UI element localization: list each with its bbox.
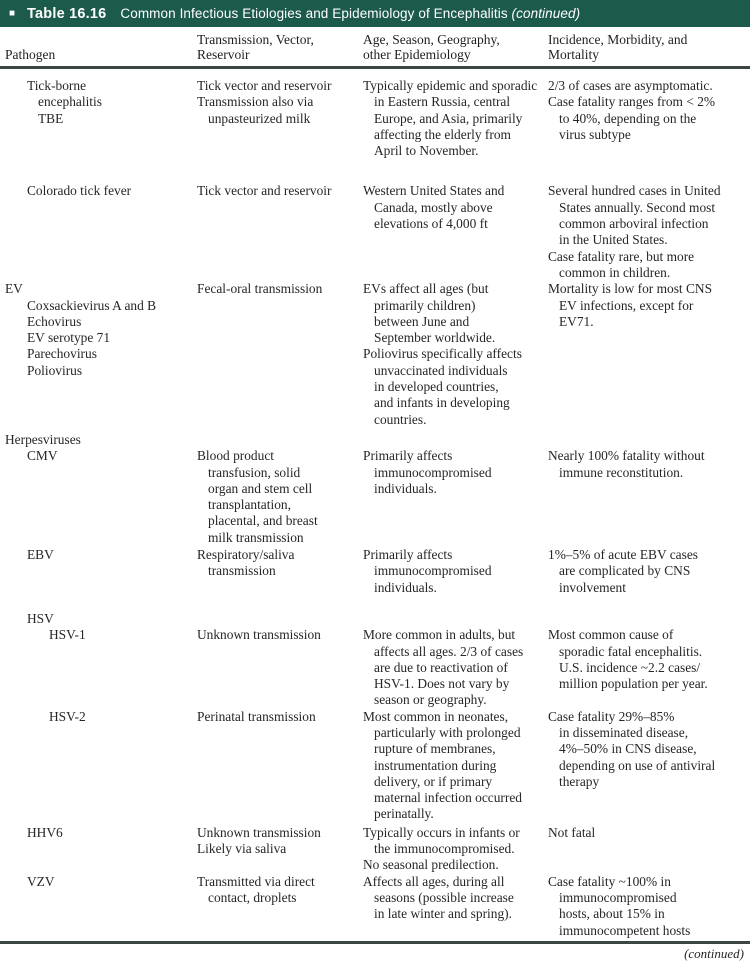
- text-line: Several hundred cases in United: [548, 183, 721, 199]
- cell-ebv-incidence: [548, 547, 745, 596]
- text-line: Case fatality rare, but more: [548, 248, 695, 264]
- text-line: U.S. incidence ~2.2 cases/: [559, 659, 701, 675]
- cell-ebv-transmission: [197, 547, 363, 596]
- text-line: immunocompromised: [559, 889, 677, 905]
- text-line: Case fatality 29%–85%: [548, 708, 675, 724]
- text-line: unvaccinated individuals: [374, 362, 508, 378]
- continued-note: (continued): [684, 945, 744, 961]
- text-line: to 40%, depending on the: [559, 110, 697, 126]
- cell-hhv6-incidence: [548, 825, 745, 874]
- column-header-incidence: [548, 32, 745, 62]
- cell-cmv-transmission: [197, 448, 363, 546]
- cell-herpes-header-age: [363, 432, 548, 448]
- text-line: More common in adults, but: [363, 627, 516, 643]
- text-line: virus subtype: [559, 126, 631, 142]
- text-line: in Eastern Russia, central: [374, 94, 511, 110]
- cell-hsv2-pathogen: [5, 709, 197, 823]
- text-line: 2/3 of cases are asymptomatic.: [548, 78, 713, 93]
- text-line: primarily children): [374, 297, 476, 313]
- text-line: Fecal-oral transmission: [197, 281, 323, 297]
- cell-tbe-pathogen: [5, 78, 197, 159]
- text-line: in the United States.: [559, 232, 668, 248]
- cell-ev-incidence: [548, 281, 745, 428]
- text-line: Typically occurs in infants or: [363, 824, 520, 840]
- table-number: Table 16.16: [27, 5, 107, 22]
- table-row-hsv1: [5, 627, 745, 708]
- cell-vzv-pathogen: [5, 874, 197, 939]
- cell-hsv1-age: [363, 627, 548, 708]
- cell-hsv1-incidence: [548, 627, 745, 708]
- text-line: Coxsackievirus A and B: [27, 297, 157, 313]
- cell-tbe-incidence: [548, 78, 745, 159]
- text-line: EV: [5, 281, 23, 297]
- text-line: in developed countries,: [374, 379, 499, 395]
- cell-hhv6-age: [363, 825, 548, 874]
- text-line: Transmitted via direct: [197, 873, 315, 889]
- cell-herpes-header-transmission: [197, 432, 363, 448]
- table-footer: [0, 944, 750, 962]
- cell-hsv1-pathogen: [5, 627, 197, 708]
- text-line: immunocompetent hosts: [559, 922, 691, 938]
- column-header-line: Reservoir: [197, 47, 250, 62]
- cell-hsv-header-pathogen: [5, 611, 197, 627]
- text-line: EBV: [27, 547, 54, 563]
- text-line: HSV: [27, 610, 54, 626]
- text-line: individuals.: [374, 579, 437, 595]
- text-line: placental, and breast: [208, 513, 318, 529]
- text-line: involvement: [559, 579, 626, 595]
- text-line: particularly with prolonged: [374, 724, 521, 740]
- text-line: Colorado tick fever: [27, 183, 132, 199]
- cell-herpes-header-pathogen: [5, 432, 197, 448]
- cell-hsv2-age: [363, 709, 548, 823]
- text-line: CMV: [27, 448, 58, 464]
- cell-cmv-pathogen: [5, 448, 197, 546]
- column-header-line: Age, Season, Geography,: [363, 32, 500, 47]
- text-line: Tick-borne: [27, 78, 87, 93]
- text-line: Case fatality ~100% in: [548, 873, 671, 889]
- text-line: VZV: [27, 873, 55, 889]
- text-line: States annually. Second most: [559, 199, 716, 215]
- table-row-tbe: [5, 78, 745, 159]
- cell-hsv-header-age: [363, 611, 548, 627]
- text-line: organ and stem cell: [208, 480, 313, 496]
- text-line: Primarily affects: [363, 547, 453, 563]
- table-title: [120, 6, 580, 21]
- text-line: Perinatal transmission: [197, 708, 316, 724]
- text-line: hosts, about 15% in: [559, 906, 665, 922]
- text-line: Europe, and Asia, primarily: [374, 110, 523, 126]
- text-line: HSV-1. Does not vary by: [374, 676, 510, 692]
- text-line: immunocompromised: [374, 563, 492, 579]
- text-line: 1%–5% of acute EBV cases: [548, 547, 698, 563]
- text-line: transplantation,: [208, 497, 291, 513]
- text-line: transfusion, solid: [208, 464, 301, 480]
- text-line: therapy: [559, 773, 600, 789]
- column-header-line: Incidence, Morbidity, and: [548, 32, 688, 47]
- text-line: transmission: [208, 563, 276, 579]
- text-line: in disseminated disease,: [559, 724, 689, 740]
- text-line: EV infections, except for: [559, 297, 694, 313]
- table-row-ev: [5, 281, 745, 428]
- table-row-hsv-header: [5, 611, 745, 627]
- text-line: Likely via saliva: [197, 841, 287, 857]
- text-line: million population per year.: [559, 676, 708, 692]
- text-line: Canada, mostly above: [374, 199, 493, 215]
- text-line: countries.: [374, 411, 427, 427]
- text-line: HSV-2: [49, 708, 86, 724]
- table-row-hhv6: [5, 825, 745, 874]
- column-header-line: Pathogen: [5, 47, 56, 62]
- text-line: elevations of 4,000 ft: [374, 216, 488, 232]
- cell-hsv1-transmission: [197, 627, 363, 708]
- text-line: Nearly 100% fatality without: [548, 448, 705, 464]
- text-line: Affects all ages, during all: [363, 873, 505, 889]
- cell-tbe-transmission: [197, 78, 363, 159]
- text-line: milk transmission: [208, 529, 304, 545]
- text-line: Unknown transmission: [197, 824, 321, 840]
- text-line: sporadic fatal encephalitis.: [559, 643, 703, 659]
- cell-colorado-incidence: [548, 183, 745, 281]
- text-line: common in children.: [559, 264, 671, 280]
- table-row-hsv2: [5, 709, 745, 823]
- text-line: season or geography.: [374, 692, 487, 708]
- cell-ev-pathogen: [5, 281, 197, 428]
- cell-cmv-incidence: [548, 448, 745, 546]
- cell-vzv-transmission: [197, 874, 363, 939]
- text-line: Typically epidemic and sporadic: [363, 78, 538, 93]
- cell-colorado-transmission: [197, 183, 363, 281]
- table-title-bar: [0, 0, 750, 27]
- column-header-line: other Epidemiology: [363, 47, 471, 62]
- text-line: immunocompromised: [374, 464, 492, 480]
- cell-hhv6-pathogen: [5, 825, 197, 874]
- column-header-pathogen: [5, 47, 197, 62]
- column-header-age: [363, 32, 548, 62]
- text-line: perinatally.: [374, 806, 434, 822]
- text-line: affects all ages. 2/3 of cases: [374, 643, 524, 659]
- text-line: seasons (possible increase: [374, 889, 514, 905]
- square-bullet-icon: ■: [9, 7, 16, 19]
- text-line: Western United States and: [363, 183, 505, 199]
- text-line: delivery, or if primary: [374, 773, 493, 789]
- text-line: EV serotype 71: [27, 330, 111, 346]
- cell-herpes-header-incidence: [548, 432, 745, 448]
- text-line: the immunocompromised.: [374, 841, 515, 857]
- column-header-line: Mortality: [548, 47, 599, 62]
- text-line: Primarily affects: [363, 448, 453, 464]
- text-line: EVs affect all ages (but: [363, 281, 489, 297]
- cell-vzv-incidence: [548, 874, 745, 939]
- text-line: common arboviral infection: [559, 216, 709, 232]
- table-row-herpes-header: [5, 432, 745, 448]
- cell-hsv2-incidence: [548, 709, 745, 823]
- text-line: contact, droplets: [208, 889, 297, 905]
- cell-hsv-header-incidence: [548, 611, 745, 627]
- table-row-vzv: [5, 874, 745, 939]
- text-line: rupture of membranes,: [374, 741, 496, 757]
- text-line: April to November.: [374, 143, 479, 159]
- table-body: [0, 69, 750, 939]
- text-line: EV71.: [559, 313, 594, 329]
- text-line: Tick vector and reservoir: [197, 183, 332, 199]
- text-line: Not fatal: [548, 824, 596, 840]
- text-line: and infants in developing: [374, 395, 510, 411]
- text-line: Unknown transmission: [197, 627, 321, 643]
- text-line: TBE: [38, 110, 64, 126]
- text-line: Poliovirus specifically affects: [363, 346, 522, 362]
- table-row-cmv: [5, 448, 745, 546]
- cell-cmv-age: [363, 448, 548, 546]
- text-line: Echovirus: [27, 313, 82, 329]
- text-line: instrumentation during: [374, 757, 497, 773]
- text-line: depending on use of antiviral: [559, 757, 716, 773]
- text-line: Tick vector and reservoir: [197, 78, 332, 93]
- text-line: encephalitis: [38, 94, 102, 110]
- title-continued-note: (continued): [511, 6, 581, 21]
- text-line: 4%–50% in CNS disease,: [559, 741, 697, 757]
- text-line: Herpesviruses: [5, 431, 81, 447]
- table-title-text: Common Infectious Etiologies and Epidemiology of Encephalitis: [120, 6, 508, 21]
- text-line: Transmission also via: [197, 94, 314, 110]
- text-line: maternal infection occurred: [374, 790, 522, 806]
- cell-tbe-age: [363, 78, 548, 159]
- text-line: Most common cause of: [548, 627, 674, 643]
- cell-colorado-pathogen: [5, 183, 197, 281]
- text-line: Respiratory/saliva: [197, 547, 295, 563]
- text-line: Most common in neonates,: [363, 708, 509, 724]
- text-line: Mortality is low for most CNS: [548, 281, 713, 297]
- text-line: between June and: [374, 313, 470, 329]
- cell-colorado-age: [363, 183, 548, 281]
- cell-hhv6-transmission: [197, 825, 363, 874]
- text-line: Blood product: [197, 448, 274, 464]
- text-line: No seasonal predilection.: [363, 857, 499, 873]
- cell-ev-age: [363, 281, 548, 428]
- text-line: HHV6: [27, 824, 63, 840]
- cell-vzv-age: [363, 874, 548, 939]
- cell-ev-transmission: [197, 281, 363, 428]
- text-line: immune reconstitution.: [559, 464, 684, 480]
- text-line: are complicated by CNS: [559, 563, 691, 579]
- cell-hsv-header-transmission: [197, 611, 363, 627]
- text-line: unpasteurized milk: [208, 110, 311, 126]
- column-header-row: [0, 27, 750, 66]
- text-line: in late winter and spring).: [374, 906, 512, 922]
- text-line: Parechovirus: [27, 346, 97, 362]
- text-line: Poliovirus: [27, 362, 83, 378]
- table-row-colorado: [5, 183, 745, 281]
- column-header-transmission: [197, 32, 363, 62]
- text-line: HSV-1: [49, 627, 86, 643]
- cell-ebv-age: [363, 547, 548, 596]
- text-line: Case fatality ranges from < 2%: [548, 94, 716, 110]
- column-header-line: Transmission, Vector,: [197, 32, 314, 47]
- text-line: are due to reactivation of: [374, 659, 508, 675]
- cell-ebv-pathogen: [5, 547, 197, 596]
- text-line: September worldwide.: [374, 330, 496, 346]
- table-row-ebv: [5, 547, 745, 596]
- text-line: individuals.: [374, 480, 437, 496]
- cell-hsv2-transmission: [197, 709, 363, 823]
- text-line: affecting the elderly from: [374, 126, 511, 142]
